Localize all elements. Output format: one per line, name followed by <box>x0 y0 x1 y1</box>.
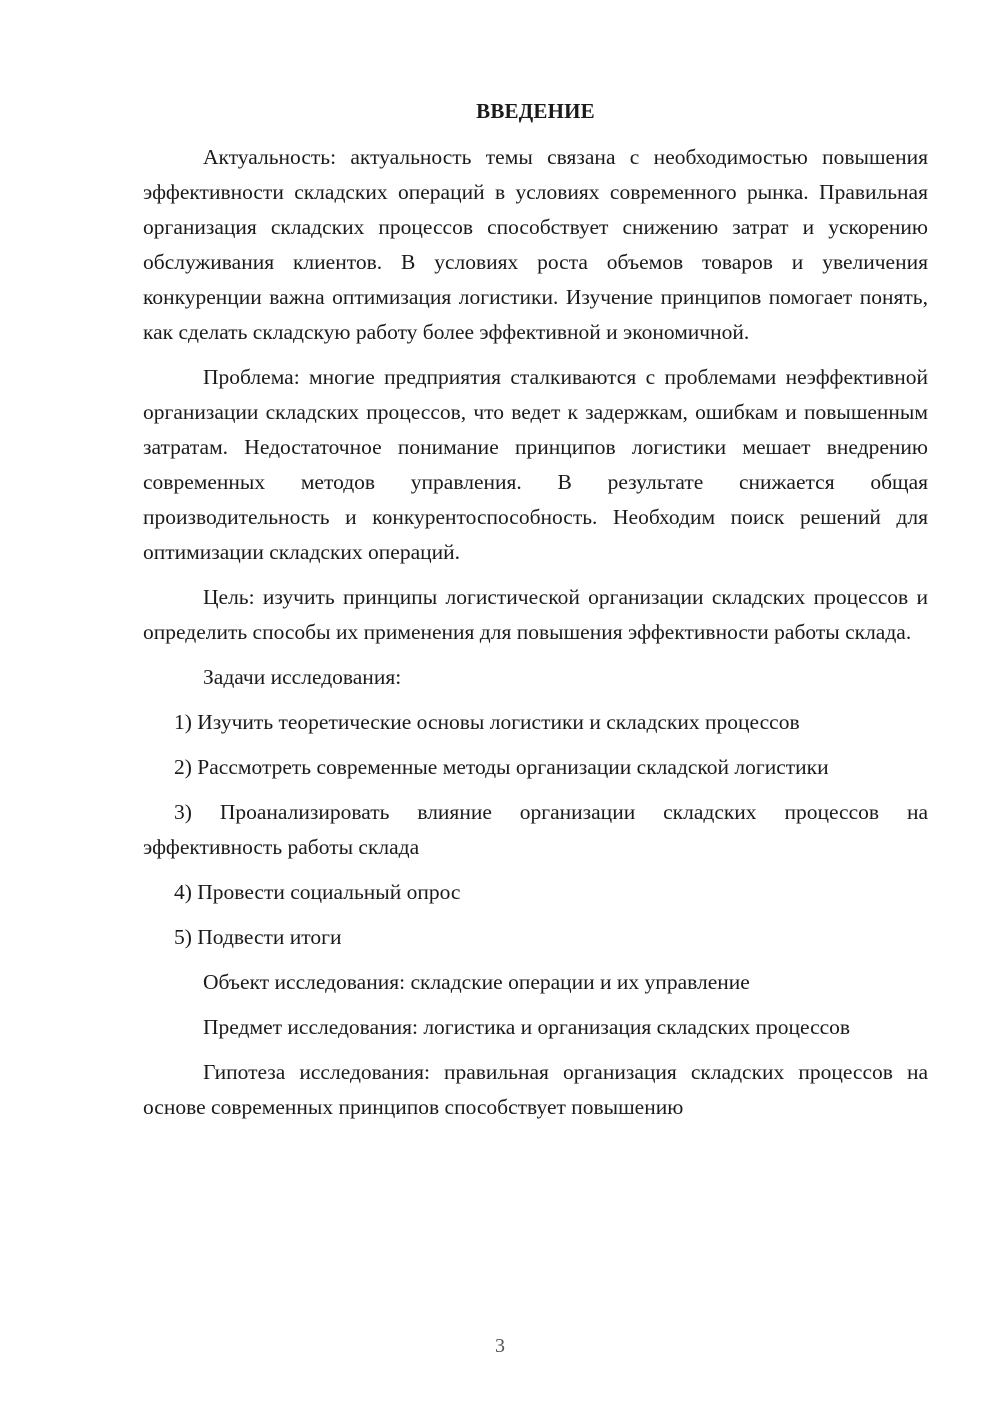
paragraph-problem: Проблема: многие предприятия сталкиваются с проблемами неэффективной организации складских процессов, что ведет к задержкам, ошибкам и повышенным затратам. Недостаточное понимание принципов логистики мешает внедрению современных методов управления. В результате снижается общая производительность и конкурентоспособность. Необходим поиск решений для оптимизации складских операций. <box>143 365 928 564</box>
paragraph-subject: Предмет исследования: логистика и организация складских процессов <box>203 1015 851 1039</box>
paragraph-relevance: Актуальность: актуальность темы связана с необходимостью повышения эффективности складских операций в условиях современного рынка. Правильная организация складских процессов способствует снижению затрат и ускорению обслуживания клиентов. В условиях роста объемов товаров и увеличения конкуренции важна оптимизация логистики. Изучение принципов помогает понять, как сделать складскую работу более эффективной и экономичной. <box>143 145 928 344</box>
paragraph-hypothesis: Гипотеза исследования: правильная организация складских процессов на основе современных принципов способствует повышению <box>143 1060 928 1119</box>
paragraph-object: Объект исследования: складские операции и их управление <box>203 970 750 994</box>
paragraph-tasks-heading: Задачи исследования: <box>203 665 402 689</box>
paragraph-goal: Цель: изучить принципы логистической организации складских процессов и определить способы их применения для повышения эффективности работы склада. <box>143 585 928 644</box>
task-item-3: 3) Проанализировать влияние организации складских процессов на эффективность работы склада <box>143 800 928 859</box>
page-number: 3 <box>495 1335 505 1357</box>
section-title: ВВЕДЕНИЕ <box>476 99 595 123</box>
page-content <box>143 96 928 1135</box>
task-item-1: 1) Изучить теоретические основы логистики и складских процессов <box>174 710 800 734</box>
task-item-2: 2) Рассмотреть современные методы организации складской логистики <box>174 755 829 779</box>
task-item-4: 4) Провести социальный опрос <box>174 880 461 904</box>
task-item-5: 5) Подвести итоги <box>174 925 342 949</box>
